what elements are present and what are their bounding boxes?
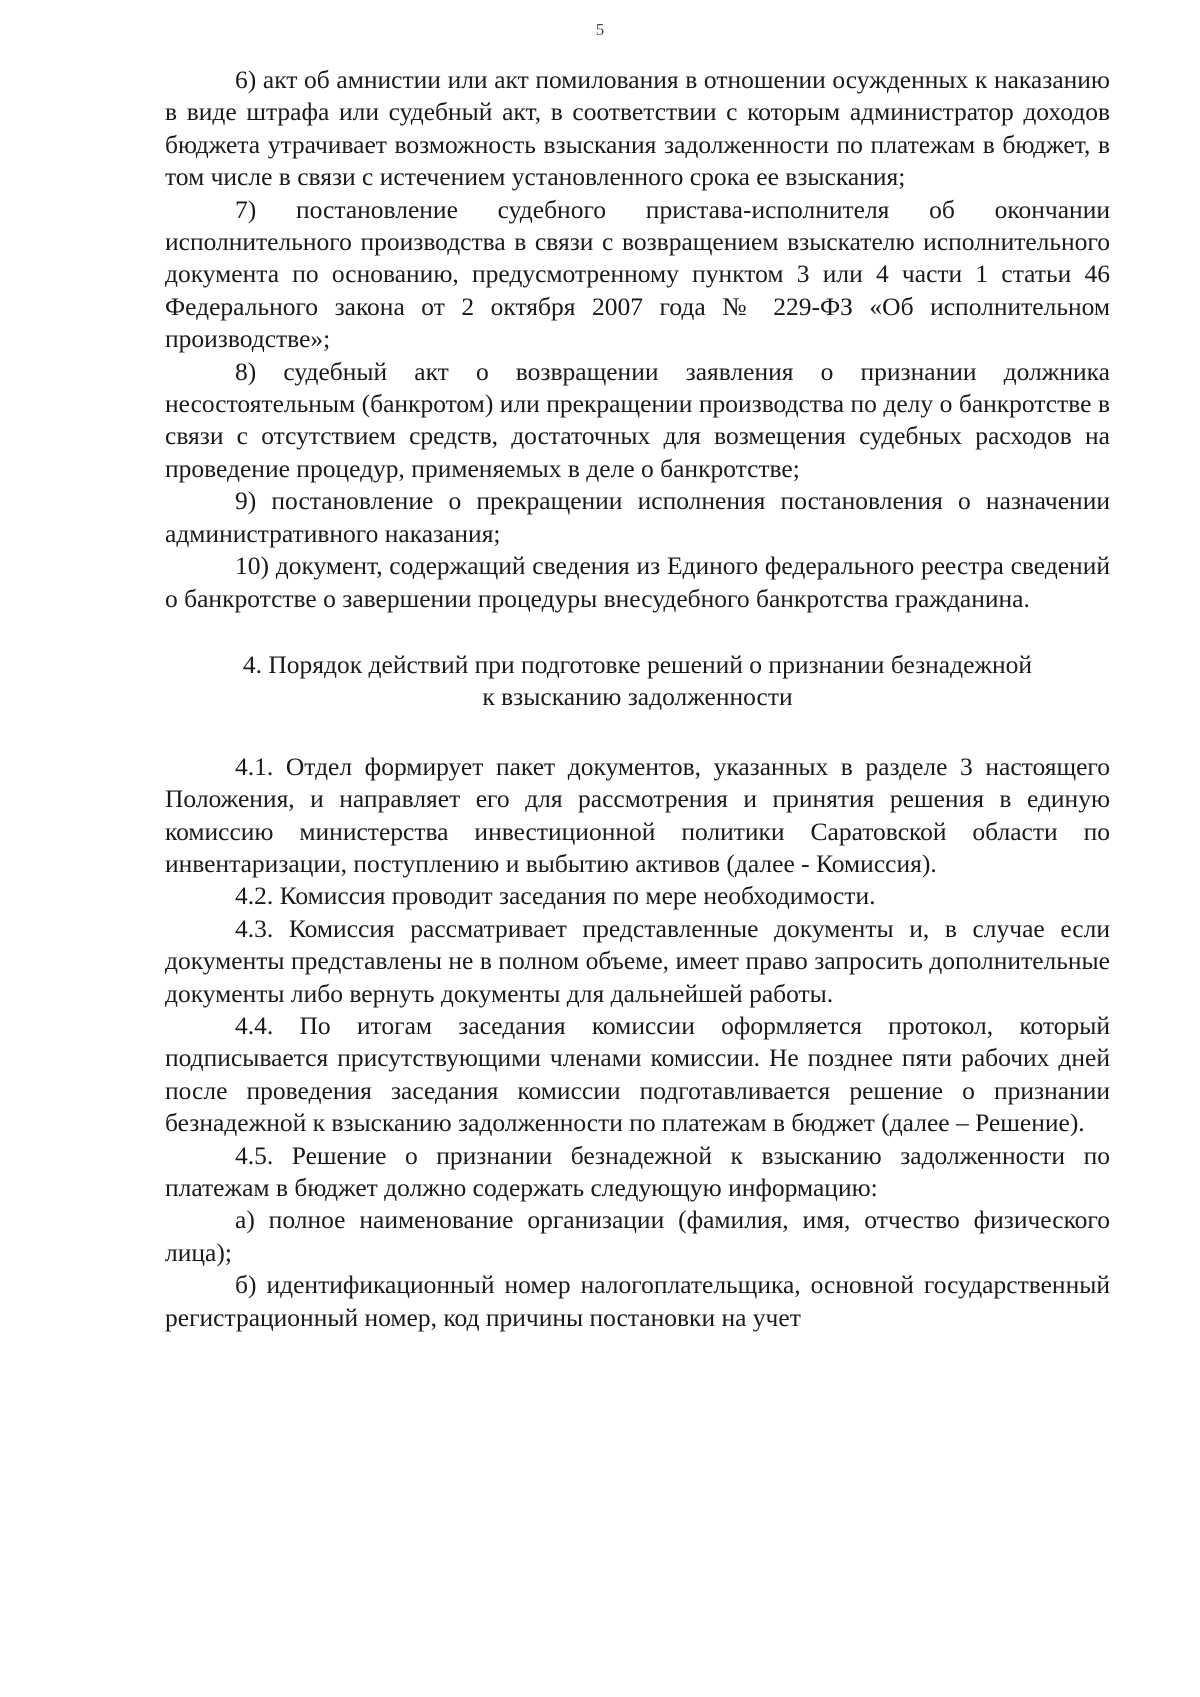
- page-number: 5: [595, 20, 605, 39]
- paragraph-item-10: 10) документ, содержащий сведения из Единого федерального реестра сведений о банкротстве о завершении процедуры внесудебного банкротства гражданина.: [165, 551, 1110, 613]
- paragraph-4-4: 4.4. По итогам заседания комиссии оформляется протокол, который подписывается присутствующими членами комиссии. Не позднее пяти рабочих дней после проведения заседания комиссии подготавливается решение о признании безнадежной к взысканию задолженности по платежам в бюджет (далее – Решение).: [165, 1010, 1110, 1138]
- paragraph-item-6: 6) акт об амнистии или акт помилования в отношении осужденных к наказанию в виде штрафа или судебный акт, в соответствии с которым администратор доходов бюджета утрачивает возможность взыскания задолженности по платежам в бюджет, в том числе в связи с истечением установленного срока ее взыскания;: [165, 65, 1110, 192]
- paragraph-item-8: 8) судебный акт о возвращении заявления о признании должника несостоятельным (банкротом) или прекращении производства по делу о банкротстве в связи с отсутствием средств, достаточных для возмещения судебных расходов на проведение процедур, применяемых в деле о банкротстве;: [165, 356, 1110, 483]
- paragraph-4-5-b: б) идентификационный номер налогоплательщика, основной государственный регистрационный номер, код причины постановки на учет: [165, 1270, 1110, 1332]
- paragraph-4-3: 4.3. Комиссия рассматривает представленные документы и, в случае если документы представлены не в полном объеме, имеет право запросить дополнительные документы либо вернуть документы для дальнейшей работы.: [165, 913, 1110, 1008]
- section-heading: 4. Порядок действий при подготовке решений о признании безнадежной к взысканию задолженности: [242, 649, 1033, 712]
- paragraph-4-1: 4.1. Отдел формирует пакет документов, указанных в разделе 3 настоящего Положения, и направляет его для рассмотрения и принятия решения в единую комиссию министерства инвестиционной политики Саратовской области по инвентаризации, поступлению и выбытию активов (далее - Комиссия).: [165, 751, 1110, 878]
- paragraph-4-2: 4.2. Комиссия проводит заседания по мере необходимости.: [235, 881, 876, 911]
- document-body: [165, 64, 1110, 1334]
- paragraph-4-5-a: а) полное наименование организации (фамилия, имя, отчество физического лица);: [165, 1205, 1110, 1267]
- paragraph-4-5: 4.5. Решение о признании безнадежной к взысканию задолженности по платежам в бюджет должно содержать следующую информацию:: [165, 1140, 1110, 1202]
- paragraph-item-9: 9) постановление о прекращении исполнения постановления о назначении административного наказания;: [165, 486, 1110, 548]
- paragraph-item-7: 7) постановление судебного пристава-исполнителя об окончании исполнительного производства в связи с возвращением взыскателю исполнительного документа по основанию, предусмотренному пунктом 3 или 4 части 1 статьи 46 Федерального закона от 2 октября 2007 года № 229-ФЗ «Об исполнительном производстве»;: [165, 194, 1110, 354]
